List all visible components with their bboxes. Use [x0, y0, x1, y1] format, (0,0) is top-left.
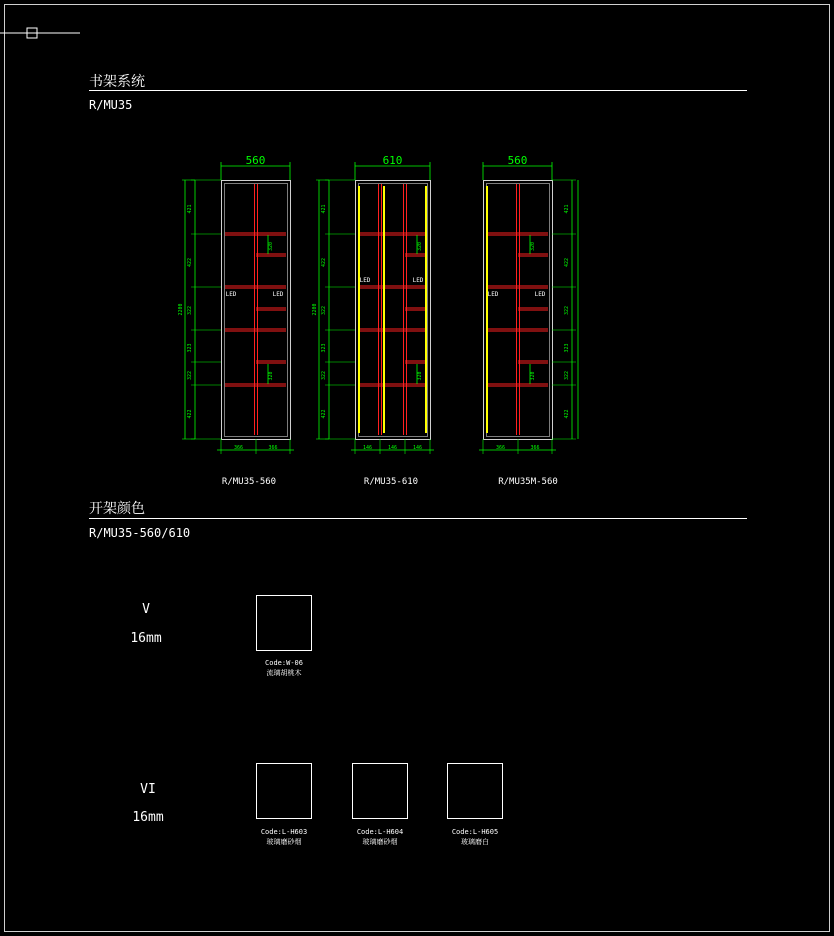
inner-dim-label: 320: [530, 241, 536, 252]
swatch-code: Code:L-H605: [451, 828, 499, 836]
swatch-name: 玻璃磨砂烟: [266, 838, 302, 846]
bottom-dim-label: 146: [362, 445, 373, 451]
bottom-dim-label: 366: [530, 445, 540, 451]
led-label: LED: [412, 277, 424, 284]
side-dim-label: 322: [321, 370, 327, 381]
side-dim-label: 421: [564, 204, 570, 214]
section2-subtitle: R/MU35-560/610: [89, 526, 191, 540]
swatch-name: 流璃胡桃木: [266, 669, 302, 677]
side-dim-label: 322: [564, 370, 570, 381]
color-swatch: [257, 764, 312, 847]
section1-title: 书架系统: [89, 74, 145, 90]
color-swatch: [257, 596, 312, 678]
section2-title: 开架颜色: [89, 501, 145, 517]
section1-subtitle: R/MU35: [89, 98, 133, 112]
shelf-elevation-610: [312, 154, 434, 454]
swatch-code: Code:L-H604: [356, 828, 404, 836]
width-dim-label: 560: [507, 154, 528, 167]
side-dim-label: 421: [187, 204, 193, 214]
color-row-thickness: 16mm: [132, 810, 164, 825]
shelf-model-label: R/MU35-560: [221, 477, 277, 487]
side-dim-label: 422: [187, 409, 193, 419]
shelf-elevation-560m: [479, 154, 578, 454]
bottom-dim-label: 146: [412, 445, 423, 451]
side-dim-label: 322: [187, 305, 193, 316]
swatch-code: Code:W-06: [265, 659, 303, 667]
shelf-model-label: R/MU35M-560: [498, 477, 558, 487]
side-dim-label: 323: [321, 343, 327, 353]
inner-dim-label: 320: [417, 241, 423, 252]
side-dim-label: 322: [564, 305, 570, 316]
bottom-dim-label: 366: [495, 445, 506, 451]
bottom-dim-label: 146: [387, 445, 398, 451]
height-dim-label: 2200: [178, 303, 184, 316]
inner-dim-label: 320: [268, 371, 274, 381]
color-swatch: [353, 764, 408, 847]
led-label: LED: [487, 291, 499, 298]
side-dim-label: 322: [187, 370, 193, 381]
side-dim-label: 421: [321, 204, 327, 214]
bottom-dim-label: 366: [233, 445, 244, 451]
side-dim-label: 422: [321, 409, 327, 419]
side-dim-label: 422: [187, 257, 193, 268]
swatch-name: 玻璃磨砂烟: [362, 838, 398, 846]
color-row-roman: V: [142, 602, 150, 617]
height-dim-label: 2200: [312, 303, 318, 316]
side-dim-label: 323: [187, 343, 193, 353]
swatch-name: 玻璃磨白: [461, 838, 489, 846]
inner-dim-label: 320: [530, 371, 536, 381]
inner-dim-label: 320: [417, 371, 423, 381]
bottom-dim-label: 366: [268, 445, 278, 451]
led-label: LED: [359, 277, 371, 284]
side-dim-label: 322: [321, 305, 327, 316]
led-label: LED: [534, 291, 546, 298]
swatch-code: Code:L-H603: [260, 828, 308, 836]
crosshair-cursor-icon: [0, 28, 80, 38]
inner-dim-label: 320: [268, 241, 274, 252]
led-label: LED: [225, 291, 237, 298]
color-swatch: [448, 764, 503, 847]
side-dim-label: 323: [564, 343, 570, 353]
shelf-elevation-560: [178, 154, 294, 454]
shelf-model-label: R/MU35-610: [363, 477, 419, 487]
side-dim-label: 422: [321, 257, 327, 268]
width-dim-label: 560: [245, 154, 266, 167]
width-dim-label: 610: [382, 154, 403, 167]
drawing-border: [5, 5, 830, 932]
led-label: LED: [272, 291, 284, 298]
side-dim-label: 422: [564, 257, 570, 268]
side-dim-label: 422: [564, 409, 570, 419]
color-row-roman: VI: [140, 782, 156, 797]
color-row-thickness: 16mm: [130, 631, 162, 646]
